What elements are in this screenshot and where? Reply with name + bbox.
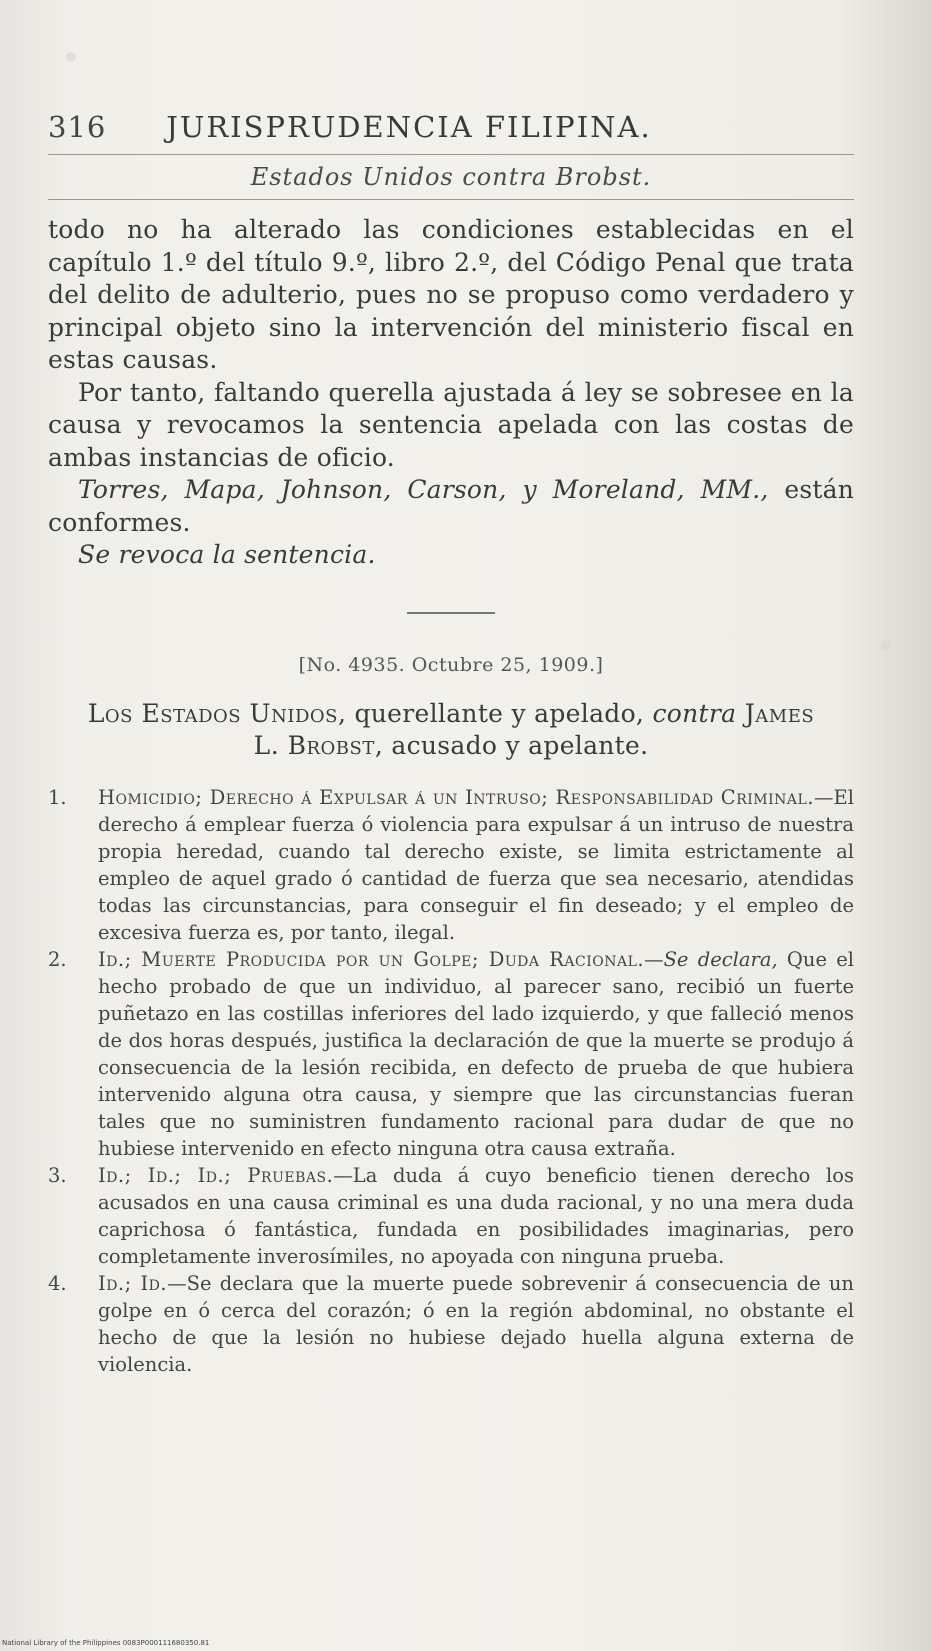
syllabus-heading: Id.; Muerte Producida por un Golpe; Duda Racional. [98, 947, 645, 971]
syllabus-heading: Homicidio; Derecho á Expulsar á un Intruso; Responsabilidad Criminal. [98, 785, 815, 809]
section-separator [407, 612, 495, 614]
case-parties [48, 698, 854, 762]
case-number: [No. 4935. Octubre 25, 1909.] [298, 653, 604, 676]
book-title: JURISPRUDENCIA FILIPINA. [166, 110, 652, 144]
syllabus-item [48, 946, 854, 1162]
judgment: Se revoca la sentencia. [78, 540, 376, 569]
speck [66, 52, 76, 62]
syllabus-declaration: —Se declara, [644, 947, 778, 971]
plaintiff-role: , querellante y apelado, [337, 698, 653, 728]
body-text [48, 214, 854, 572]
defendant-role: , acusado y apelante. [374, 730, 649, 760]
syllabus-number: 2. [48, 947, 67, 971]
page-header [48, 110, 854, 154]
paragraph-justices [48, 474, 854, 539]
syllabus-heading: Id.; Id.; Id.; Pruebas. [98, 1163, 334, 1187]
paragraph: Por tanto, faltando querella ajustada á ley se sobresee en la causa y revocamos la sentencia apelada con las costas de ambas instancias de oficio. [48, 377, 854, 472]
contra: contra [652, 698, 737, 728]
syllabus-item [48, 1270, 854, 1378]
syllabus [48, 784, 854, 1378]
party-defendant-first: James [736, 698, 815, 728]
subhead-rule [48, 199, 854, 200]
syllabus-item [48, 1162, 854, 1270]
syllabus-number: 1. [48, 785, 67, 809]
syllabus-number: 3. [48, 1163, 67, 1187]
syllabus-text: Que el hecho probado de que un individuo, al parecer sano, recibió un fuerte puñetazo en las costillas inferiores del lado izquierdo, y que falleció menos de dos horas después, justifica la declaración de que la muerte se produjo á consecuencia de la lesión recibida, en defecto de prueba de que hubiera intervenido alguna otra causa, y siempre que las circunstancias fueran tales que no suministren fundamento racional para dudar de que no hubiese intervenido en efecto ninguna otra causa extraña. [98, 947, 854, 1160]
party-plaintiff: Los Estados Unidos [87, 698, 338, 728]
paragraph: todo no ha alterado las condiciones establecidas en el capítulo 1.º del título 9.º, libro 2.º, del Código Penal que trata del delito de adulterio, pues no se propuso como verdadero y principal objeto sino la intervención del ministerio fiscal en estas causas. [48, 215, 854, 374]
justices-conform: están conformes. [48, 475, 855, 537]
party-defendant-last: L. Brobst [253, 730, 375, 760]
syllabus-text: —Se declara que la muerte puede sobrevenir á consecuencia de un golpe en ó cerca del corazón; ó en la región abdominal, no obstante el hecho de que la lesión no hubiese dejado huella alguna externa de violencia. [98, 1271, 854, 1376]
page-number: 316 [48, 110, 107, 144]
page [48, 110, 854, 1378]
scan-footer: National Library of the Philippines 0083P000111680350.81 [2, 1639, 210, 1647]
syllabus-item [48, 784, 854, 946]
justices-names: Torres, Mapa, Johnson, Carson, y Moreland, MM., [78, 475, 769, 504]
syllabus-heading: Id.; Id. [98, 1271, 168, 1295]
syllabus-text: —La duda á cuyo beneficio tienen derecho los acusados en una causa criminal es una duda racional, y no una mera duda caprichosa ó fantástica, fundada en posibilidades imaginarias, pero completamente inverosímiles, no apoyada con ninguna prueba. [98, 1163, 854, 1268]
running-head: Estados Unidos contra Brobst. [250, 163, 652, 191]
syllabus-number: 4. [48, 1271, 67, 1295]
syllabus-text: —El derecho á emplear fuerza ó violencia para expulsar á un intruso de nuestra propia heredad, cuando tal derecho existe, se limita estrictamente al empleo de aquel grado ó cantidad de fuerza que sea necesario, atendidas todas las circunstancias, para conseguir el fin deseado; y el empleo de excesiva fuerza es, por tanto, ilegal. [98, 785, 854, 944]
speck [880, 640, 890, 650]
